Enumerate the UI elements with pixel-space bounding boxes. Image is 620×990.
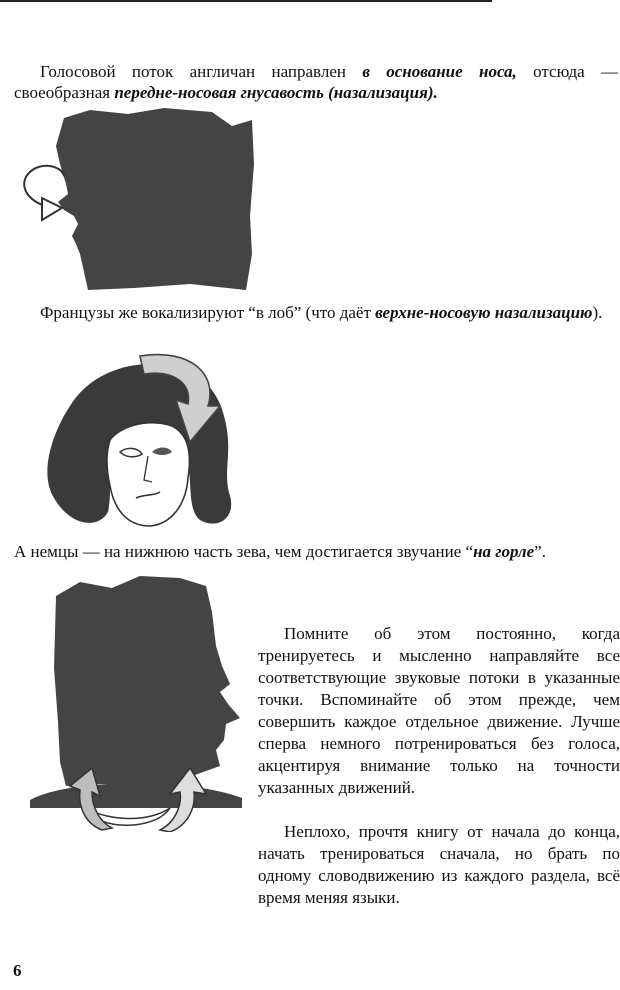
emphasis-upper-nasal: верхне-носовую назализацию: [375, 303, 593, 322]
page-number: 6: [13, 961, 22, 980]
shoulders: [30, 783, 242, 808]
emphasis-nose-base: в основание носа,: [362, 62, 517, 81]
paragraph-german: А немцы — на нижнюю часть зева, чем достигается звучание “на горле”.: [14, 542, 546, 561]
face: [107, 423, 189, 526]
paragraph-english: Голосовой поток англичан направлен в основание носа, отсюда — своеобразная передне-носовая гнусавость (назализация).: [14, 62, 618, 102]
emphasis-throat: на горле: [473, 542, 535, 561]
german-head-illustration: [30, 572, 250, 832]
head-silhouette: [56, 108, 254, 290]
emphasis-nasalization: передне-носовая гнусавость (назализация).: [114, 83, 438, 102]
paragraph-french: Французы же вокализируют “в лоб” (что даёт верхне-носовую назализацию).: [40, 303, 603, 322]
top-rule: [0, 0, 492, 2]
english-head-illustration: [14, 104, 264, 294]
french-face-illustration: [40, 348, 270, 540]
head-silhouette: [54, 576, 240, 788]
paragraph-advice: Неплохо, прочтя книгу от начала до конца, начать тренироваться сначала, но брать по одному словодвижению из каждого раздела, всё время меняя языки.: [258, 822, 620, 907]
paragraph-reminder: Помните об этом постоянно, когда тренируетесь и мысленно направляйте все соответствующие звуковые потоки в указанные точки. Вспоминайте об этом прежде, чем совершить каждое отдельное движение. Лучше сперва немного потренироваться без голоса, акцентируя внимание только на точности указанных движений.: [258, 624, 620, 797]
